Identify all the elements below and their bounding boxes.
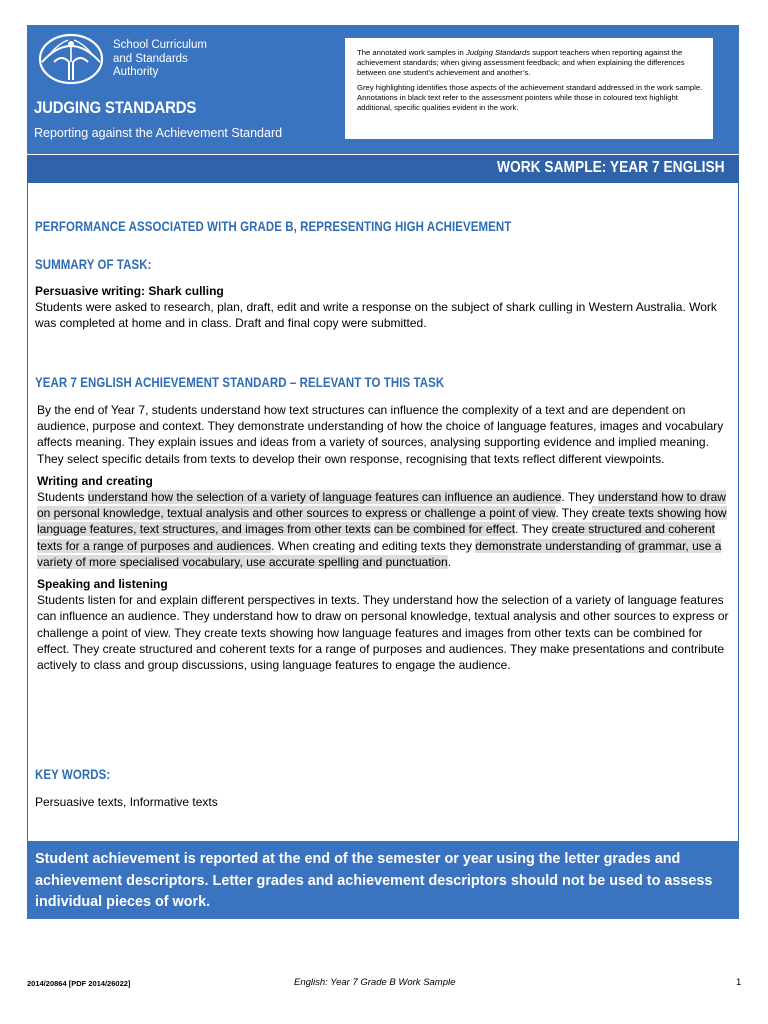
org-line-2: and Standards bbox=[113, 52, 188, 65]
footer-notice: Student achievement is reported at the end of the semester or year using the letter grades and achievement descriptors. Letter grades and achievement descriptors should not be used to assess individual pieces of work. bbox=[27, 841, 739, 919]
writing-heading: Writing and creating bbox=[37, 473, 153, 488]
task-title: Persuasive writing: Shark culling bbox=[35, 284, 224, 298]
highlight: understand how the selection of a variety of language features can influence an audience bbox=[87, 490, 562, 505]
task-description: Students were asked to research, plan, draft, edit and write a response on the subject of shark culling in Western Australia. Work was completed at home and in class. Draft and final copy were submitted. bbox=[35, 300, 717, 331]
page-number: 1 bbox=[736, 977, 742, 988]
summary-section bbox=[35, 283, 725, 332]
page-title: JUDGING STANDARDS bbox=[34, 98, 197, 117]
org-line-3: Authority bbox=[113, 66, 159, 78]
key-words-text: Persuasive texts, Informative texts bbox=[35, 795, 218, 809]
key-words-heading: KEY WORDS: bbox=[35, 766, 111, 782]
standard-heading: YEAR 7 ENGLISH ACHIEVEMENT STANDARD – RELEVANT TO THIS TASK bbox=[35, 374, 445, 390]
achievement-standard-text bbox=[37, 402, 737, 673]
speaking-paragraph: Students listen for and explain different perspectives in texts. They understand how the selection of a variety of language features can influence an audience. They understand how to draw on personal knowledge, textual analysis and other sources to express or challenge a point of view. They create texts showing how language features and images from other texts can be combined for effect. They create structured and coherent texts for a range of purposes and audiences. They make presentations and contribute actively to class and group discussions, using language features to engage the audience. bbox=[37, 593, 729, 673]
organisation-name bbox=[113, 39, 207, 80]
org-line-1: School Curriculum bbox=[113, 39, 207, 51]
scsa-tree-logo-icon bbox=[36, 32, 106, 88]
header-banner bbox=[27, 25, 739, 154]
summary-heading: SUMMARY OF TASK: bbox=[35, 256, 152, 272]
speaking-heading: Speaking and listening bbox=[37, 577, 168, 592]
highlight: demonstrate understanding of grammar, use a variety of more specialised vocabulary, use accurate spelling and punctuation bbox=[37, 538, 722, 569]
highlight: can be combined for effect bbox=[373, 522, 516, 537]
footer-center-text: English: Year 7 Grade B Work Sample bbox=[294, 977, 456, 988]
highlight: create structured and coherent texts for a range of purposes and audiences bbox=[37, 522, 715, 553]
highlight: create texts showing how language features, text structures, and images from other texts bbox=[37, 506, 727, 537]
highlight: understand how to draw on personal knowledge, textual analysis and other sources to express or challenge a point of view bbox=[37, 490, 726, 521]
intro-note-box bbox=[345, 38, 713, 139]
performance-heading: PERFORMANCE ASSOCIATED WITH GRADE B, REPRESENTING HIGH ACHIEVEMENT bbox=[35, 218, 512, 234]
work-sample-bar bbox=[27, 154, 739, 183]
intro-note-para-1: The annotated work samples in Judging Standards support teachers when reporting against the achievement standards; when giving assessment feedback; and when explaining the differences between one student’s achievement and another’s. bbox=[357, 48, 685, 78]
page-subtitle: Reporting against the Achievement Standard bbox=[34, 126, 283, 140]
writing-paragraph: Students understand how the selection of a variety of language features can influence an audience. They understand how to draw on personal knowledge, textual analysis and other sources to express or challenge a point of view. They create texts showing how language features, text structures, and images from other texts can be combined for effect. They create structured and coherent texts for a range of purposes and audiences. When creating and editing texts they demonstrate understanding of grammar, use a variety of more specialised vocabulary, use accurate spelling and punctuation. bbox=[37, 490, 727, 569]
work-sample-label: WORK SAMPLE: YEAR 7 ENGLISH bbox=[497, 159, 725, 176]
document-reference: 2014/20864 [PDF 2014/26022] bbox=[27, 979, 131, 988]
intro-note-para-2: Grey highlighting identifies those aspects of the achievement standard addressed in the work sample. Annotations in black text refer to the assessment pointers while those in coloured text highlight additional, specific qualities evident in the work. bbox=[357, 82, 703, 113]
standard-intro: By the end of Year 7, students understand how text structures can influence the complexity of a text and are dependent on audience, purpose and context. They demonstrate understanding of how the choice of language features, images and vocabulary affects meaning. They explain issues and ideas from a variety of sources, analysing supporting evidence and implied meaning. They select specific details from texts to develop their own response, recognising that texts reflect different viewpoints. bbox=[37, 403, 724, 466]
